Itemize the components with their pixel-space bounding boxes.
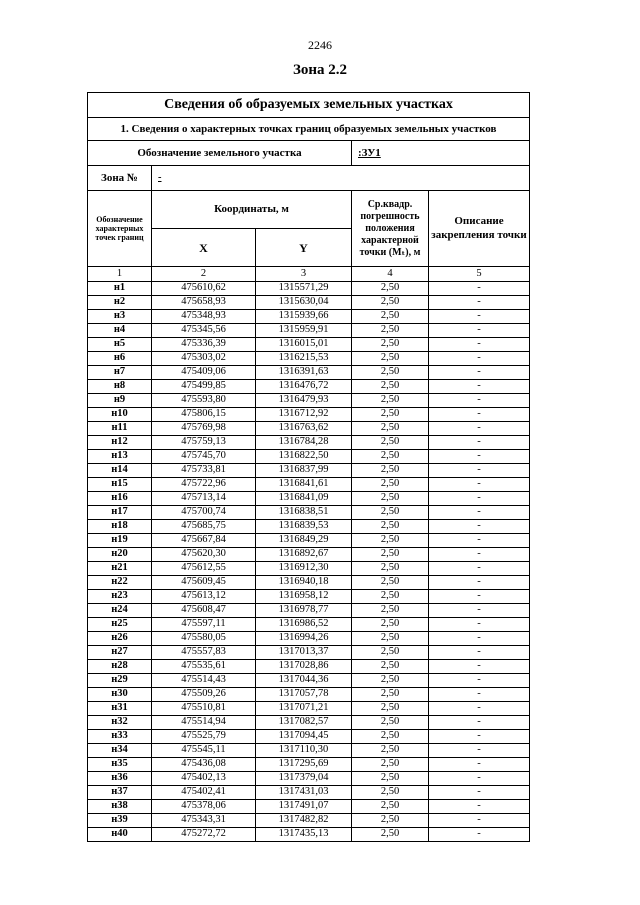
point-id-cell: н6 [88, 352, 152, 366]
y-coordinate-cell: 1316839,53 [256, 520, 352, 534]
y-coordinate-cell: 1316763,62 [256, 422, 352, 436]
y-coordinate-cell: 1317435,13 [256, 828, 352, 842]
accuracy-cell: 2,50 [352, 604, 429, 618]
x-coordinate-cell: 475580,05 [152, 632, 256, 646]
point-id-cell: н8 [88, 380, 152, 394]
description-cell: - [429, 716, 530, 730]
x-coordinate-cell: 475525,79 [152, 730, 256, 744]
description-cell: - [429, 436, 530, 450]
point-id-cell: н29 [88, 674, 152, 688]
table-row [88, 352, 530, 366]
description-cell: - [429, 464, 530, 478]
x-coordinate-cell: 475509,26 [152, 688, 256, 702]
accuracy-cell: 2,50 [352, 772, 429, 786]
accuracy-cell: 2,50 [352, 436, 429, 450]
y-coordinate-cell: 1316784,28 [256, 436, 352, 450]
table-row [88, 800, 530, 814]
y-coordinate-cell: 1316479,93 [256, 394, 352, 408]
column-number: 4 [352, 267, 429, 282]
description-cell: - [429, 772, 530, 786]
y-coordinate-cell: 1315959,91 [256, 324, 352, 338]
zone-title: Зона 2.2 [292, 62, 348, 78]
y-coordinate-cell: 1316912,30 [256, 562, 352, 576]
x-coordinate-cell: 475402,13 [152, 772, 256, 786]
y-coordinate-cell: 1317028,86 [256, 660, 352, 674]
accuracy-cell: 2,50 [352, 814, 429, 828]
point-id-cell: н1 [88, 282, 152, 296]
description-cell: - [429, 394, 530, 408]
accuracy-cell: 2,50 [352, 338, 429, 352]
accuracy-cell: 2,50 [352, 366, 429, 380]
y-coordinate-cell: 1317491,07 [256, 800, 352, 814]
y-coordinate-cell: 1317094,45 [256, 730, 352, 744]
table-row [88, 744, 530, 758]
accuracy-cell: 2,50 [352, 646, 429, 660]
table-row [88, 730, 530, 744]
section-title: 1. Сведения о характерных точках границ образуемых земельных участков [88, 118, 530, 141]
table-title: Сведения об образуемых земельных участках [88, 93, 530, 118]
x-coordinate-cell: 475514,94 [152, 716, 256, 730]
y-coordinate-cell: 1316837,99 [256, 464, 352, 478]
description-cell: - [429, 296, 530, 310]
description-cell: - [429, 282, 530, 296]
accuracy-cell: 2,50 [352, 632, 429, 646]
y-coordinate-cell: 1316841,61 [256, 478, 352, 492]
description-cell: - [429, 338, 530, 352]
table-row [88, 772, 530, 786]
description-cell: - [429, 310, 530, 324]
point-id-cell: н18 [88, 520, 152, 534]
point-id-cell: н33 [88, 730, 152, 744]
y-coordinate-cell: 1317431,03 [256, 786, 352, 800]
x-coordinate-cell: 475745,70 [152, 450, 256, 464]
x-coordinate-cell: 475336,39 [152, 338, 256, 352]
table-row [88, 282, 530, 296]
x-coordinate-cell: 475597,11 [152, 618, 256, 632]
zone-label: Зона № [88, 166, 152, 191]
x-coordinate-cell: 475685,75 [152, 520, 256, 534]
x-coordinate-cell: 475733,81 [152, 464, 256, 478]
description-cell: - [429, 548, 530, 562]
table-row [88, 758, 530, 772]
y-coordinate-cell: 1315630,04 [256, 296, 352, 310]
point-id-cell: н37 [88, 786, 152, 800]
point-id-cell: н24 [88, 604, 152, 618]
parcel-table-frame [87, 92, 529, 842]
table-row [88, 660, 530, 674]
x-coordinate-cell: 475545,11 [152, 744, 256, 758]
table-row [88, 590, 530, 604]
y-coordinate-cell: 1317071,21 [256, 702, 352, 716]
accuracy-cell: 2,50 [352, 380, 429, 394]
description-cell: - [429, 492, 530, 506]
description-cell: - [429, 828, 530, 842]
y-coordinate-cell: 1316822,50 [256, 450, 352, 464]
x-coordinate-cell: 475608,47 [152, 604, 256, 618]
point-id-cell: н35 [88, 758, 152, 772]
description-cell: - [429, 422, 530, 436]
x-coordinate-cell: 475343,31 [152, 814, 256, 828]
column-number: 5 [429, 267, 530, 282]
description-cell: - [429, 688, 530, 702]
description-cell: - [429, 674, 530, 688]
column-header-point: Обозначение характерных точек границ [88, 191, 152, 267]
table-row [88, 296, 530, 310]
point-id-cell: н9 [88, 394, 152, 408]
description-cell: - [429, 366, 530, 380]
table-row [88, 548, 530, 562]
y-coordinate-cell: 1317057,78 [256, 688, 352, 702]
accuracy-cell: 2,50 [352, 394, 429, 408]
point-id-cell: н12 [88, 436, 152, 450]
y-coordinate-cell: 1316849,29 [256, 534, 352, 548]
x-coordinate-cell: 475667,84 [152, 534, 256, 548]
y-coordinate-cell: 1316940,18 [256, 576, 352, 590]
x-coordinate-cell: 475769,98 [152, 422, 256, 436]
x-coordinate-cell: 475303,02 [152, 352, 256, 366]
y-coordinate-cell: 1316841,09 [256, 492, 352, 506]
table-row [88, 492, 530, 506]
page-number: 2246 [308, 38, 332, 52]
x-coordinate-cell: 475378,06 [152, 800, 256, 814]
description-cell: - [429, 618, 530, 632]
accuracy-cell: 2,50 [352, 702, 429, 716]
description-cell: - [429, 324, 530, 338]
accuracy-cell: 2,50 [352, 310, 429, 324]
y-coordinate-cell: 1316978,77 [256, 604, 352, 618]
x-coordinate-cell: 475348,93 [152, 310, 256, 324]
description-cell: - [429, 800, 530, 814]
table-row [88, 618, 530, 632]
y-coordinate-cell: 1316015,01 [256, 338, 352, 352]
x-coordinate-cell: 475700,74 [152, 506, 256, 520]
point-id-cell: н30 [88, 688, 152, 702]
column-header-accuracy: Ср.квадр. погрешность положения характерной точки (Mₜ), м [352, 191, 429, 267]
accuracy-cell: 2,50 [352, 534, 429, 548]
y-coordinate-cell: 1316958,12 [256, 590, 352, 604]
y-coordinate-cell: 1315571,29 [256, 282, 352, 296]
description-cell: - [429, 814, 530, 828]
table-row [88, 716, 530, 730]
table-row [88, 394, 530, 408]
parcel-label: Обозначение земельного участка [88, 141, 352, 166]
accuracy-cell: 2,50 [352, 422, 429, 436]
point-id-cell: н26 [88, 632, 152, 646]
y-coordinate-cell: 1316476,72 [256, 380, 352, 394]
accuracy-cell: 2,50 [352, 758, 429, 772]
description-cell: - [429, 744, 530, 758]
y-coordinate-cell: 1316712,92 [256, 408, 352, 422]
point-id-cell: н17 [88, 506, 152, 520]
x-coordinate-cell: 475759,13 [152, 436, 256, 450]
point-id-cell: н5 [88, 338, 152, 352]
table-row [88, 478, 530, 492]
accuracy-cell: 2,50 [352, 576, 429, 590]
y-coordinate-cell: 1316391,63 [256, 366, 352, 380]
accuracy-cell: 2,50 [352, 730, 429, 744]
accuracy-cell: 2,50 [352, 716, 429, 730]
point-id-cell: н11 [88, 422, 152, 436]
x-coordinate-cell: 475514,43 [152, 674, 256, 688]
x-coordinate-cell: 475272,72 [152, 828, 256, 842]
zone-value: - [152, 166, 530, 191]
accuracy-cell: 2,50 [352, 674, 429, 688]
x-coordinate-cell: 475612,55 [152, 562, 256, 576]
accuracy-cell: 2,50 [352, 548, 429, 562]
column-number: 3 [256, 267, 352, 282]
description-cell: - [429, 506, 530, 520]
x-coordinate-cell: 475593,80 [152, 394, 256, 408]
accuracy-cell: 2,50 [352, 282, 429, 296]
accuracy-cell: 2,50 [352, 492, 429, 506]
y-coordinate-cell: 1316215,53 [256, 352, 352, 366]
x-coordinate-cell: 475610,62 [152, 282, 256, 296]
table-row [88, 688, 530, 702]
point-id-cell: н27 [88, 646, 152, 660]
y-coordinate-cell: 1317482,82 [256, 814, 352, 828]
column-number: 1 [88, 267, 152, 282]
accuracy-cell: 2,50 [352, 800, 429, 814]
table-row [88, 534, 530, 548]
y-coordinate-cell: 1317044,36 [256, 674, 352, 688]
description-cell: - [429, 576, 530, 590]
point-id-cell: н25 [88, 618, 152, 632]
point-id-cell: н21 [88, 562, 152, 576]
point-id-cell: н20 [88, 548, 152, 562]
accuracy-cell: 2,50 [352, 408, 429, 422]
x-coordinate-cell: 475613,12 [152, 590, 256, 604]
table-row [88, 450, 530, 464]
x-coordinate-cell: 475658,93 [152, 296, 256, 310]
point-id-cell: н34 [88, 744, 152, 758]
point-id-cell: н38 [88, 800, 152, 814]
point-id-cell: н39 [88, 814, 152, 828]
description-cell: - [429, 590, 530, 604]
accuracy-cell: 2,50 [352, 590, 429, 604]
accuracy-cell: 2,50 [352, 688, 429, 702]
point-id-cell: н4 [88, 324, 152, 338]
x-coordinate-cell: 475713,14 [152, 492, 256, 506]
y-coordinate-cell: 1316994,26 [256, 632, 352, 646]
table-row [88, 646, 530, 660]
y-coordinate-cell: 1316838,51 [256, 506, 352, 520]
point-id-cell: н32 [88, 716, 152, 730]
description-cell: - [429, 408, 530, 422]
description-cell: - [429, 380, 530, 394]
accuracy-cell: 2,50 [352, 352, 429, 366]
x-coordinate-cell: 475806,15 [152, 408, 256, 422]
table-row [88, 366, 530, 380]
point-id-cell: н36 [88, 772, 152, 786]
description-cell: - [429, 632, 530, 646]
column-header-x: X [152, 229, 256, 267]
y-coordinate-cell: 1317110,30 [256, 744, 352, 758]
accuracy-cell: 2,50 [352, 506, 429, 520]
point-id-cell: н14 [88, 464, 152, 478]
description-cell: - [429, 604, 530, 618]
table-row [88, 576, 530, 590]
accuracy-cell: 2,50 [352, 520, 429, 534]
description-cell: - [429, 646, 530, 660]
y-coordinate-cell: 1317013,37 [256, 646, 352, 660]
y-coordinate-cell: 1315939,66 [256, 310, 352, 324]
x-coordinate-cell: 475722,96 [152, 478, 256, 492]
description-cell: - [429, 758, 530, 772]
x-coordinate-cell: 475535,61 [152, 660, 256, 674]
x-coordinate-cell: 475345,56 [152, 324, 256, 338]
point-id-cell: н23 [88, 590, 152, 604]
column-number: 2 [152, 267, 256, 282]
table-row [88, 702, 530, 716]
accuracy-cell: 2,50 [352, 478, 429, 492]
description-cell: - [429, 786, 530, 800]
x-coordinate-cell: 475436,08 [152, 758, 256, 772]
description-cell: - [429, 520, 530, 534]
points-table-body [88, 282, 530, 842]
point-id-cell: н2 [88, 296, 152, 310]
accuracy-cell: 2,50 [352, 324, 429, 338]
table-row [88, 632, 530, 646]
x-coordinate-cell: 475609,45 [152, 576, 256, 590]
point-id-cell: н7 [88, 366, 152, 380]
table-row [88, 562, 530, 576]
table-row [88, 814, 530, 828]
parcel-points-table [87, 92, 530, 842]
table-row [88, 674, 530, 688]
column-header-description: Описание закрепления точки [429, 191, 530, 267]
point-id-cell: н40 [88, 828, 152, 842]
table-row [88, 310, 530, 324]
point-id-cell: н28 [88, 660, 152, 674]
x-coordinate-cell: 475557,83 [152, 646, 256, 660]
accuracy-cell: 2,50 [352, 296, 429, 310]
point-id-cell: н16 [88, 492, 152, 506]
table-row [88, 324, 530, 338]
table-row [88, 786, 530, 800]
accuracy-cell: 2,50 [352, 464, 429, 478]
point-id-cell: н10 [88, 408, 152, 422]
table-row [88, 380, 530, 394]
table-row [88, 338, 530, 352]
point-id-cell: н31 [88, 702, 152, 716]
table-row [88, 520, 530, 534]
accuracy-cell: 2,50 [352, 786, 429, 800]
x-coordinate-cell: 475409,06 [152, 366, 256, 380]
accuracy-cell: 2,50 [352, 618, 429, 632]
description-cell: - [429, 450, 530, 464]
description-cell: - [429, 702, 530, 716]
description-cell: - [429, 534, 530, 548]
point-id-cell: н22 [88, 576, 152, 590]
point-id-cell: н15 [88, 478, 152, 492]
table-row [88, 408, 530, 422]
table-row [88, 506, 530, 520]
x-coordinate-cell: 475620,30 [152, 548, 256, 562]
description-cell: - [429, 660, 530, 674]
column-header-coordinates: Координаты, м [152, 191, 352, 229]
accuracy-cell: 2,50 [352, 828, 429, 842]
point-id-cell: н3 [88, 310, 152, 324]
table-row [88, 604, 530, 618]
table-row [88, 464, 530, 478]
point-id-cell: н13 [88, 450, 152, 464]
accuracy-cell: 2,50 [352, 744, 429, 758]
x-coordinate-cell: 475402,41 [152, 786, 256, 800]
description-cell: - [429, 478, 530, 492]
x-coordinate-cell: 475510,81 [152, 702, 256, 716]
column-header-y: Y [256, 229, 352, 267]
y-coordinate-cell: 1317295,69 [256, 758, 352, 772]
point-id-cell: н19 [88, 534, 152, 548]
accuracy-cell: 2,50 [352, 450, 429, 464]
accuracy-cell: 2,50 [352, 562, 429, 576]
description-cell: - [429, 562, 530, 576]
table-row [88, 436, 530, 450]
description-cell: - [429, 352, 530, 366]
table-row [88, 422, 530, 436]
accuracy-cell: 2,50 [352, 660, 429, 674]
table-row [88, 828, 530, 842]
y-coordinate-cell: 1317082,57 [256, 716, 352, 730]
y-coordinate-cell: 1316986,52 [256, 618, 352, 632]
y-coordinate-cell: 1317379,04 [256, 772, 352, 786]
y-coordinate-cell: 1316892,67 [256, 548, 352, 562]
description-cell: - [429, 730, 530, 744]
parcel-value: :ЗУ1 [352, 141, 530, 166]
x-coordinate-cell: 475499,85 [152, 380, 256, 394]
